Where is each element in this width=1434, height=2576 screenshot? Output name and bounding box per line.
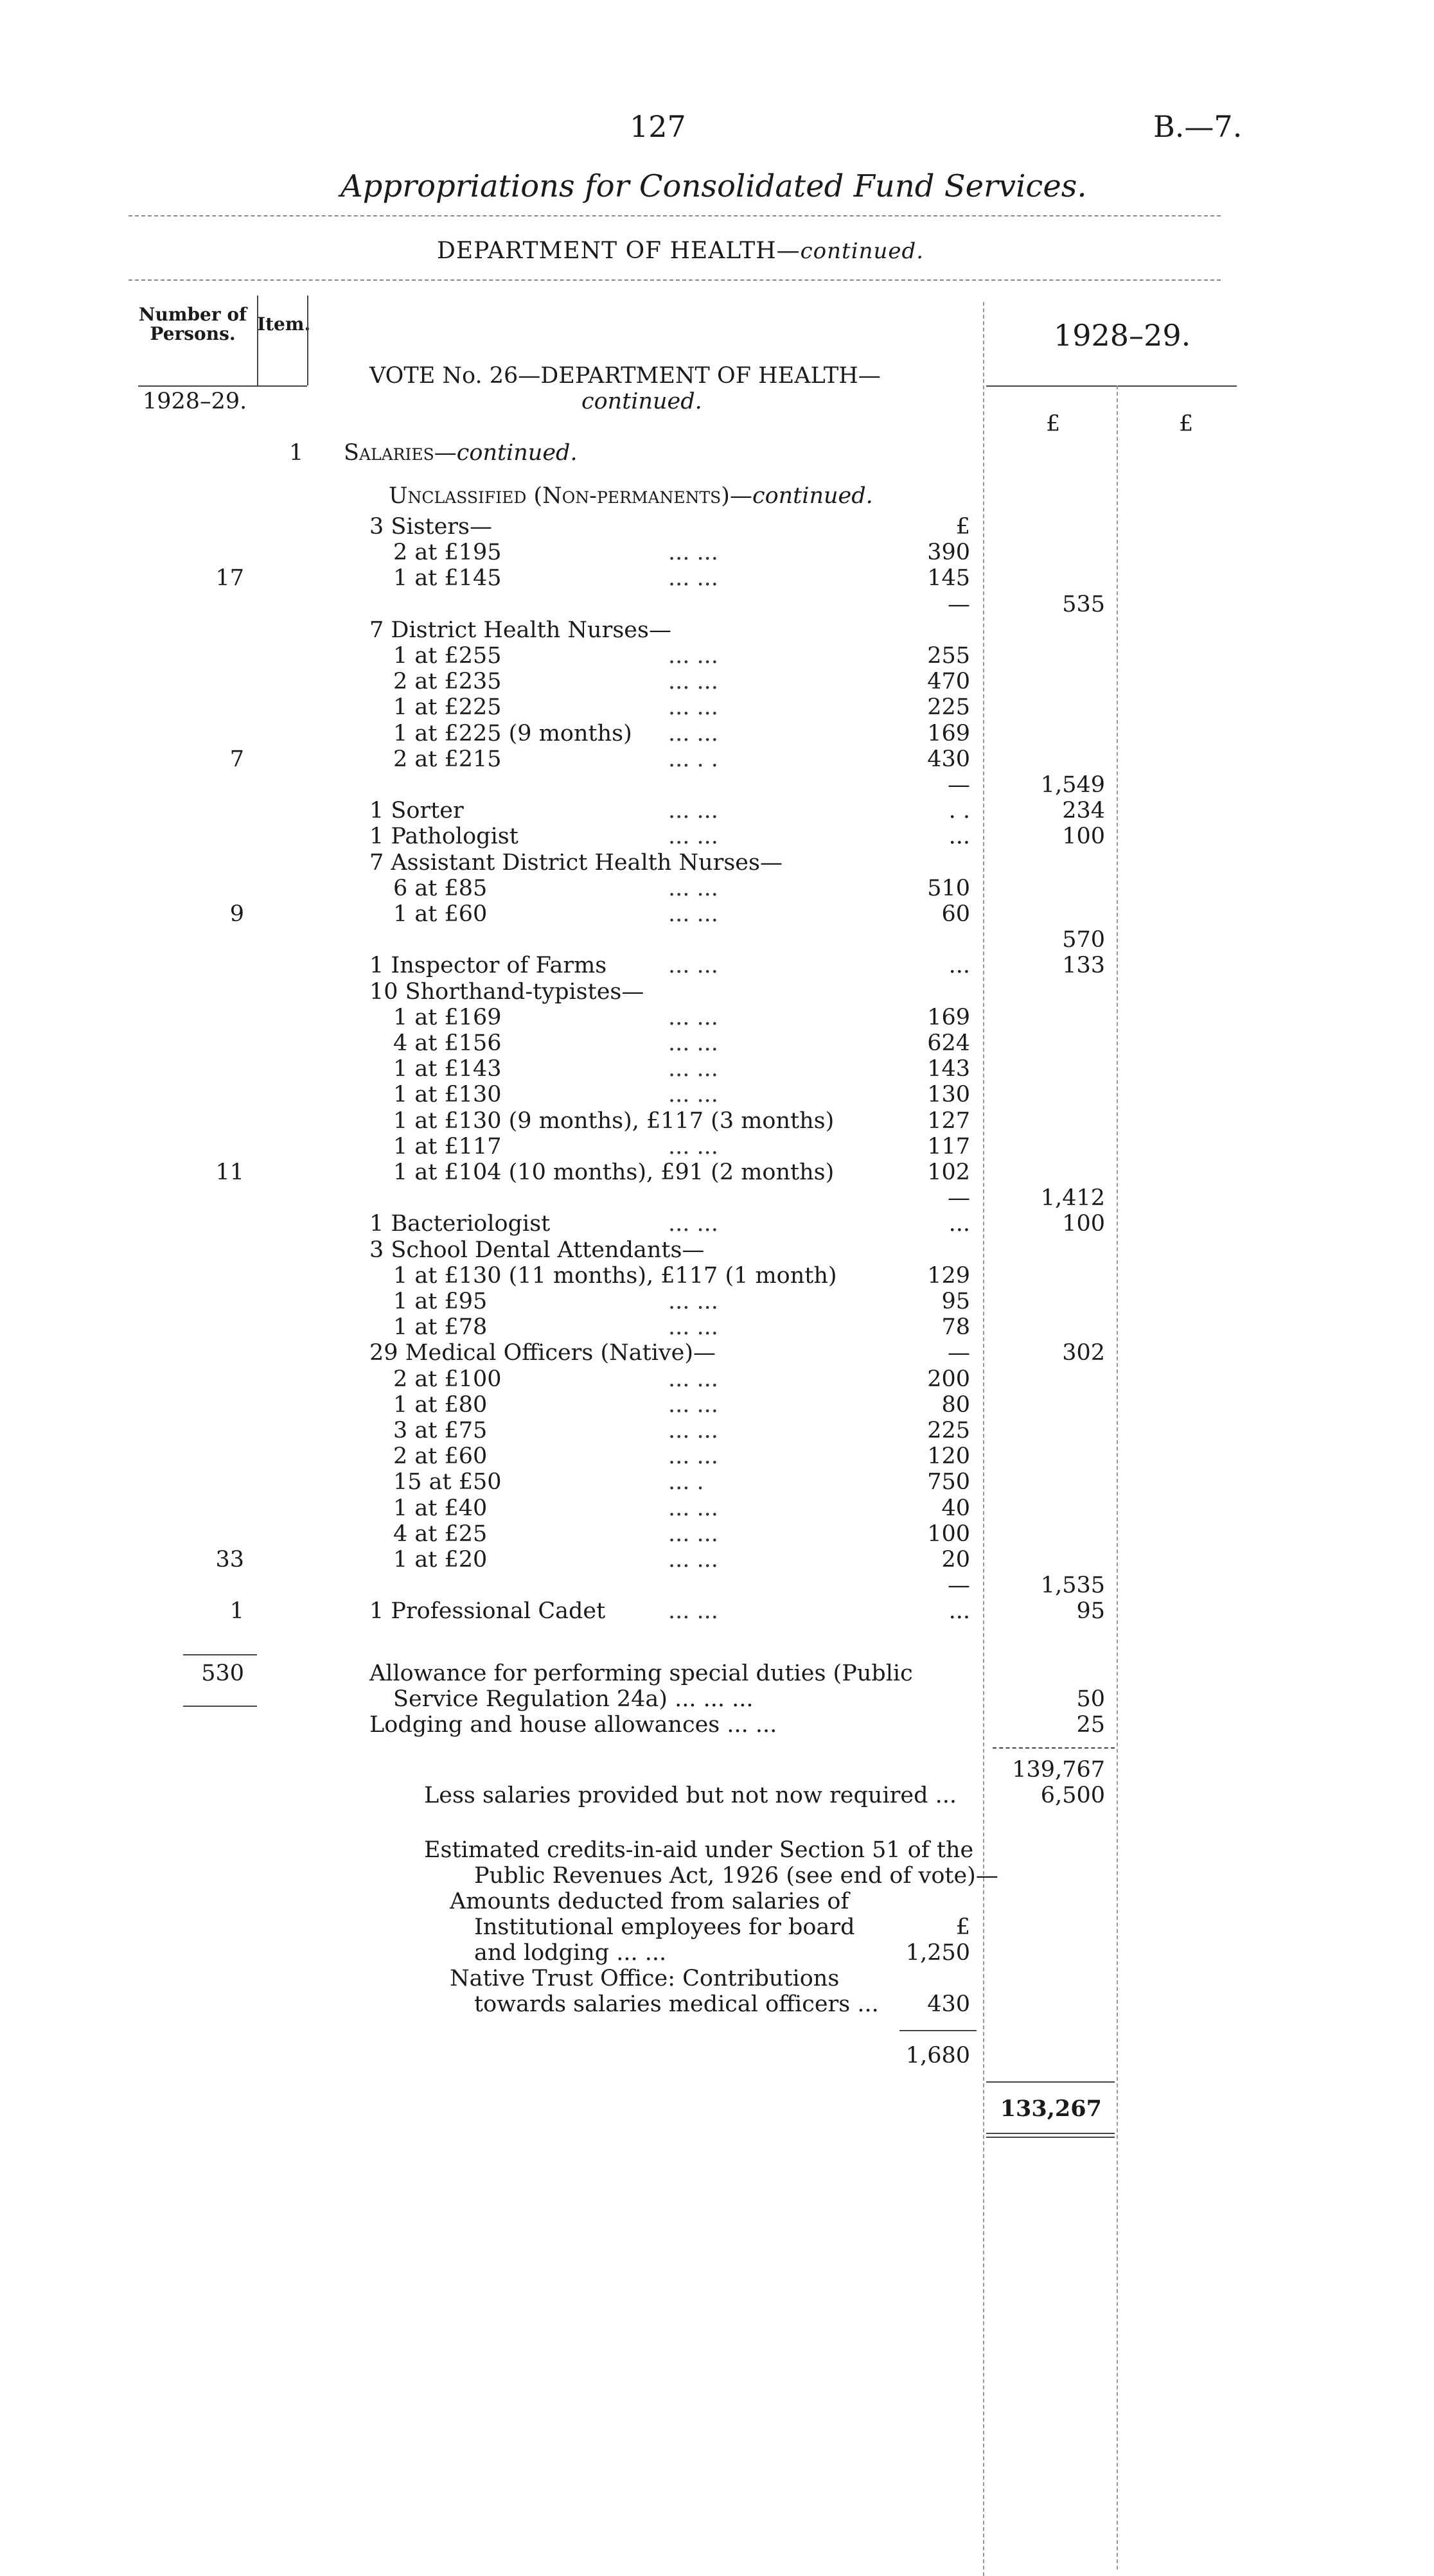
sub-amount: 20 bbox=[941, 1547, 970, 1573]
salaries-continued: continued. bbox=[456, 440, 578, 466]
credits-line-2: Public Revenues Act, 1926 (see end of vote)— bbox=[474, 1863, 998, 1889]
line-label: 1 at £169 bbox=[393, 1005, 502, 1030]
rule bbox=[993, 1747, 1115, 1749]
sub-amount: ... bbox=[948, 1211, 970, 1237]
total-amount: 302 bbox=[1062, 1340, 1105, 1366]
line-label: 1 at £130 (9 months), £117 (3 months) bbox=[393, 1108, 835, 1134]
unclassified-heading bbox=[389, 483, 873, 509]
vote-title: VOTE No. 26—DEPARTMENT OF HEALTH— bbox=[369, 363, 881, 389]
line-label: 4 at £156 bbox=[393, 1030, 502, 1056]
credits-line-7: towards salaries medical officers ... bbox=[474, 1991, 879, 2017]
leader-dots: ... ... bbox=[668, 694, 718, 720]
line-label: 2 at £195 bbox=[393, 540, 502, 565]
line-label: 1 at £225 (9 months) bbox=[393, 721, 632, 746]
line-label: 15 at £50 bbox=[393, 1469, 502, 1495]
unclassified-label: Unclassified (Non-permanents)— bbox=[389, 483, 752, 509]
leader-dots: ... ... bbox=[668, 1366, 718, 1392]
leader-dots: ... . . bbox=[668, 746, 718, 772]
item-number: 1 bbox=[289, 440, 304, 466]
leader-dots: ... ... bbox=[668, 669, 718, 694]
total-amount: 1,412 bbox=[1040, 1185, 1105, 1211]
rule bbox=[183, 1654, 257, 1655]
sub-amount: 510 bbox=[927, 876, 970, 901]
sub-amount: £ bbox=[955, 514, 970, 540]
sub-amount: 100 bbox=[927, 1521, 970, 1547]
column-rule bbox=[307, 296, 308, 385]
sub-amount: — bbox=[948, 1185, 970, 1211]
line-label: 1 at £143 bbox=[393, 1056, 502, 1082]
sub-amount: — bbox=[948, 592, 970, 617]
lodging-line: Lodging and house allowances ... ... bbox=[369, 1712, 777, 1738]
line-label: 3 School Dental Attendants— bbox=[369, 1237, 705, 1263]
leader-dots: ... ... bbox=[668, 1082, 718, 1107]
leader-dots: ... ... bbox=[668, 1056, 718, 1082]
leader-dots: ... ... bbox=[668, 565, 718, 591]
allowance-amount: 50 bbox=[1076, 1686, 1105, 1712]
department-continued: continued. bbox=[800, 238, 925, 264]
sub-amount: 169 bbox=[927, 721, 970, 746]
leader-dots: ... ... bbox=[668, 1005, 718, 1030]
line-label: 1 at £60 bbox=[393, 901, 488, 927]
credits-line-4: Institutional employees for board bbox=[474, 1914, 855, 1940]
total-amount: 133 bbox=[1062, 953, 1105, 978]
line-label: 7 District Health Nurses— bbox=[369, 617, 671, 643]
sub-amount: 95 bbox=[941, 1289, 970, 1314]
line-label: 7 Assistant District Health Nurses— bbox=[369, 850, 783, 876]
line-label: 1 at £104 (10 months), £91 (2 months) bbox=[393, 1160, 835, 1185]
column-header-item: Item. bbox=[257, 313, 311, 335]
rule bbox=[986, 2133, 1115, 2134]
divider bbox=[128, 279, 1221, 281]
vote-title-continued: continued. bbox=[581, 389, 702, 414]
persons-count: 9 bbox=[229, 901, 244, 927]
sub-amount: ... bbox=[948, 1598, 970, 1624]
leader-dots: ... ... bbox=[668, 1134, 718, 1160]
credits-amount-1: 1,250 bbox=[905, 1940, 970, 1966]
leader-dots: ... ... bbox=[668, 901, 718, 927]
line-label: 2 at £100 bbox=[393, 1366, 502, 1392]
sub-amount: 143 bbox=[927, 1056, 970, 1082]
leader-dots: ... ... bbox=[668, 953, 718, 978]
less-salaries-label: Less salaries provided but not now required ... bbox=[424, 1783, 957, 1808]
credits-line-5: and lodging ... ... bbox=[474, 1940, 667, 1966]
salaries-label: Salaries— bbox=[344, 440, 457, 466]
leader-dots: ... . bbox=[668, 1469, 704, 1495]
leader-dots: ... ... bbox=[668, 798, 718, 824]
line-label: 1 at £225 bbox=[393, 694, 502, 720]
sub-amount: . . bbox=[948, 798, 970, 824]
line-label: 1 at £145 bbox=[393, 565, 502, 591]
pound-column-a: £ bbox=[1046, 411, 1061, 437]
credits-amount-2: 430 bbox=[927, 1991, 970, 2017]
sub-amount: 200 bbox=[927, 1366, 970, 1392]
line-label: 1 at £130 bbox=[393, 1082, 502, 1107]
sub-amount: — bbox=[948, 772, 970, 798]
sub-amount: 78 bbox=[941, 1314, 970, 1340]
leader-dots: ... ... bbox=[668, 1598, 718, 1624]
leader-dots: ... ... bbox=[668, 824, 718, 849]
sub-amount: 225 bbox=[927, 1418, 970, 1443]
rule bbox=[899, 2030, 977, 2031]
line-label: 2 at £235 bbox=[393, 669, 502, 694]
leader-dots: ... ... bbox=[668, 1443, 718, 1469]
leader-dots: ... ... bbox=[668, 1392, 718, 1418]
line-label: 1 Professional Cadet bbox=[369, 1598, 606, 1624]
line-label: 1 Sorter bbox=[369, 798, 464, 824]
rule bbox=[986, 2137, 1115, 2138]
line-label: 1 at £117 bbox=[393, 1134, 502, 1160]
leader-dots: ... ... bbox=[668, 1547, 718, 1573]
page-number: 127 bbox=[630, 109, 686, 144]
leader-dots: ... ... bbox=[668, 876, 718, 901]
leader-dots: ... ... bbox=[668, 1211, 718, 1237]
line-label: 2 at £215 bbox=[393, 746, 502, 772]
sub-amount: ... bbox=[948, 953, 970, 978]
sub-amount: 624 bbox=[927, 1030, 970, 1056]
line-label: 4 at £25 bbox=[393, 1521, 488, 1547]
sub-amount: 102 bbox=[927, 1160, 970, 1185]
line-label: 1 at £78 bbox=[393, 1314, 488, 1340]
gross-total: 139,767 bbox=[1012, 1757, 1105, 1783]
total-amount: 95 bbox=[1076, 1598, 1105, 1624]
total-amount: 570 bbox=[1062, 927, 1105, 953]
leader-dots: ... ... bbox=[668, 1030, 718, 1056]
total-amount: 1,535 bbox=[1040, 1573, 1105, 1598]
credits-line-6: Native Trust Office: Contributions bbox=[450, 1966, 840, 1991]
line-label: 3 Sisters— bbox=[369, 514, 492, 540]
net-total: 133,267 bbox=[1000, 2095, 1102, 2122]
leader-dots: ... ... bbox=[668, 1289, 718, 1314]
less-salaries-amount: 6,500 bbox=[1040, 1783, 1105, 1808]
line-label: 1 at £130 (11 months), £117 (1 month) bbox=[393, 1263, 837, 1289]
persons-total: 530 bbox=[201, 1661, 244, 1686]
column-header-year-right: 1928–29. bbox=[1054, 318, 1191, 353]
column-header-year-left: 1928–29. bbox=[143, 389, 247, 414]
sub-amount: — bbox=[948, 1573, 970, 1598]
rule bbox=[138, 385, 257, 387]
line-label: 1 Inspector of Farms bbox=[369, 953, 607, 978]
sub-amount: 117 bbox=[927, 1134, 970, 1160]
unclassified-continued: continued. bbox=[752, 483, 873, 509]
line-label: 3 at £75 bbox=[393, 1418, 488, 1443]
sub-amount: 169 bbox=[927, 1005, 970, 1030]
total-amount: 535 bbox=[1062, 592, 1105, 617]
line-label: 29 Medical Officers (Native)— bbox=[369, 1340, 716, 1366]
salaries-heading bbox=[344, 440, 578, 466]
sub-amount: 390 bbox=[927, 540, 970, 565]
rule bbox=[986, 2081, 1115, 2083]
sub-amount: — bbox=[948, 1340, 970, 1366]
lodging-amount: 25 bbox=[1076, 1712, 1105, 1738]
sub-amount: 145 bbox=[927, 565, 970, 591]
sub-amount: 470 bbox=[927, 669, 970, 694]
sub-amount: 130 bbox=[927, 1082, 970, 1107]
persons-count: 17 bbox=[215, 565, 244, 591]
column-header-persons: Number of Persons. bbox=[138, 304, 247, 344]
credits-line-1: Estimated credits-in-aid under Section 51 of the bbox=[424, 1837, 974, 1863]
total-amount: 234 bbox=[1062, 798, 1105, 824]
sub-amount: 255 bbox=[927, 643, 970, 669]
credits-line-3: Amounts deducted from salaries of bbox=[450, 1889, 849, 1914]
sub-amount: 750 bbox=[927, 1469, 970, 1495]
column-rule bbox=[257, 296, 258, 385]
department-heading bbox=[437, 238, 924, 264]
line-label: 1 at £95 bbox=[393, 1289, 488, 1314]
line-label: 10 Shorthand-typistes— bbox=[369, 979, 644, 1005]
page-title: Appropriations for Consolidated Fund Services. bbox=[341, 168, 1087, 204]
pound-column-b: £ bbox=[1179, 411, 1194, 437]
leader-dots: ... ... bbox=[668, 1495, 718, 1521]
credits-subtotal: 1,680 bbox=[905, 2043, 970, 2069]
sub-amount: 430 bbox=[927, 746, 970, 772]
line-label: 2 at £60 bbox=[393, 1443, 488, 1469]
persons-count: 11 bbox=[215, 1160, 244, 1185]
persons-count: 33 bbox=[215, 1547, 244, 1573]
rule bbox=[183, 1706, 257, 1707]
line-label: 1 at £40 bbox=[393, 1495, 488, 1521]
sub-amount: 60 bbox=[941, 901, 970, 927]
sub-amount: 127 bbox=[927, 1108, 970, 1134]
document-reference: B.—7. bbox=[1153, 109, 1243, 144]
column-rule bbox=[1117, 385, 1118, 2570]
line-label: 6 at £85 bbox=[393, 876, 488, 901]
total-amount: 1,549 bbox=[1040, 772, 1105, 798]
rule bbox=[986, 385, 1237, 387]
divider bbox=[128, 215, 1221, 216]
leader-dots: ... ... bbox=[668, 540, 718, 565]
line-label: 1 Bacteriologist bbox=[369, 1211, 551, 1237]
sub-amount: 129 bbox=[927, 1263, 970, 1289]
leader-dots: ... ... bbox=[668, 1314, 718, 1340]
department-name: DEPARTMENT OF HEALTH— bbox=[437, 238, 801, 264]
sub-amount: 225 bbox=[927, 694, 970, 720]
line-label: 1 at £80 bbox=[393, 1392, 488, 1418]
line-label: 1 Pathologist bbox=[369, 824, 518, 849]
line-label: 1 at £255 bbox=[393, 643, 502, 669]
sub-amount: ... bbox=[948, 824, 970, 849]
sub-amount: 80 bbox=[941, 1392, 970, 1418]
leader-dots: ... ... bbox=[668, 721, 718, 746]
persons-count: 7 bbox=[229, 746, 244, 772]
leader-dots: ... ... bbox=[668, 1418, 718, 1443]
column-rule bbox=[983, 302, 984, 2576]
credits-pound: £ bbox=[955, 1914, 970, 1940]
sub-amount: 40 bbox=[941, 1495, 970, 1521]
persons-count: 1 bbox=[229, 1598, 244, 1624]
leader-dots: ... ... bbox=[668, 643, 718, 669]
total-amount: 100 bbox=[1062, 1211, 1105, 1237]
line-label: 1 at £20 bbox=[393, 1547, 488, 1573]
allowance-line-2: Service Regulation 24a) ... ... ... bbox=[393, 1686, 754, 1712]
rule bbox=[257, 385, 307, 387]
sub-amount: 120 bbox=[927, 1443, 970, 1469]
allowance-line-1: Allowance for performing special duties (Public bbox=[369, 1661, 913, 1686]
leader-dots: ... ... bbox=[668, 1521, 718, 1547]
total-amount: 100 bbox=[1062, 824, 1105, 849]
